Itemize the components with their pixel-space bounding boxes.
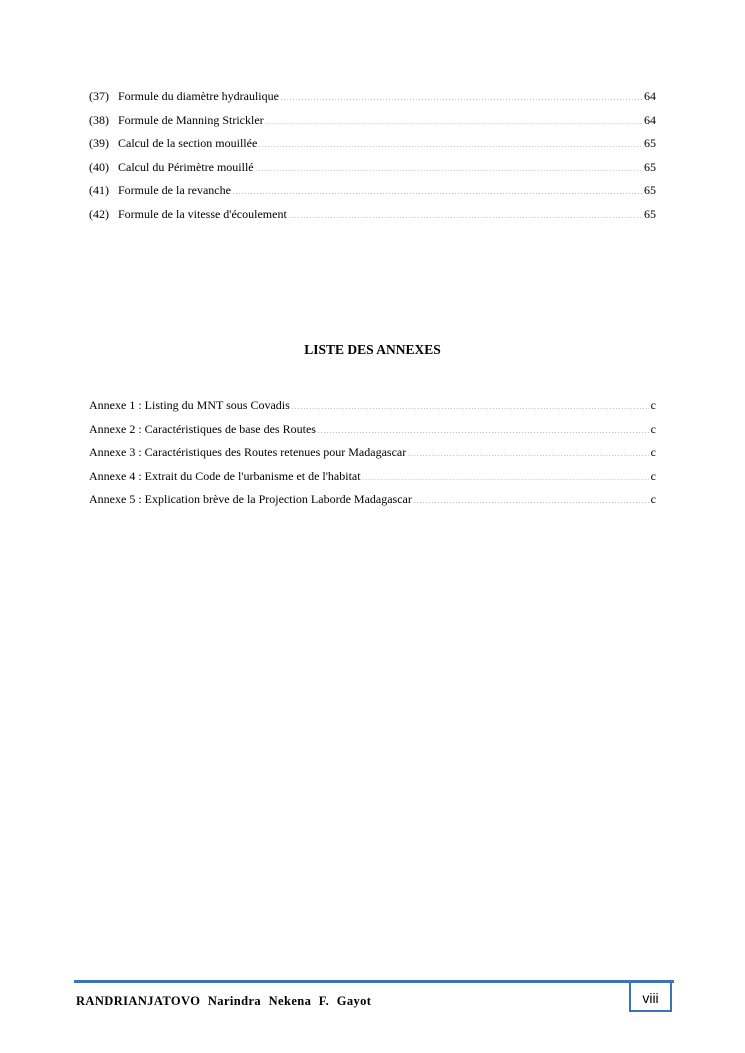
dot-leader (407, 442, 649, 456)
entry-number: (39) (89, 136, 109, 150)
entry-page: 65 (644, 136, 656, 150)
equation-list (89, 85, 656, 226)
entry-number: (37) (89, 89, 109, 103)
entry-page: 64 (644, 89, 656, 103)
annex-title: Annexe 2 : Caractéristiques de base des Routes (89, 421, 316, 436)
annex-entry[interactable] (89, 418, 656, 442)
toc-entry[interactable] (89, 109, 656, 133)
entry-title: Formule de la revanche (118, 183, 231, 197)
footer-rule (74, 980, 674, 983)
dot-leader (291, 395, 650, 409)
dot-leader (258, 133, 643, 147)
annex-title: Annexe 3 : Caractéristiques des Routes retenues pour Madagascar (89, 445, 407, 459)
entry-number: (42) (89, 206, 109, 221)
entry-page: 65 (644, 183, 656, 197)
dot-leader (232, 180, 643, 194)
annex-entry[interactable] (89, 488, 656, 512)
annex-page: c (650, 398, 656, 412)
toc-entry[interactable] (89, 132, 656, 156)
dot-leader (317, 419, 650, 433)
annex-title: Annexe 5 : Explication brève de la Projection Laborde Madagascar (89, 492, 412, 506)
dot-leader (362, 466, 650, 480)
entry-number: (40) (89, 159, 109, 174)
annexes-heading: LISTE DES ANNEXES (304, 342, 441, 357)
toc-entry[interactable] (89, 179, 656, 203)
annex-title: Annexe 1 : Listing du MNT sous Covadis (89, 398, 290, 412)
dot-leader (280, 86, 643, 100)
dot-leader (265, 110, 643, 124)
annex-page: c (650, 492, 656, 506)
footer-author: RANDRIANJATOVO Narindra Nekena F. Gayot (76, 994, 372, 1008)
annex-entry[interactable] (89, 394, 656, 418)
dot-leader (288, 204, 643, 218)
annex-page: c (650, 445, 656, 459)
annex-page: c (650, 468, 656, 483)
entry-number: (38) (89, 112, 109, 127)
annex-list (89, 394, 656, 512)
toc-entry[interactable] (89, 85, 656, 109)
entry-title: Formule de la vitesse d'écoulement (118, 206, 287, 221)
dot-leader (255, 157, 643, 171)
annex-title: Annexe 4 : Extrait du Code de l'urbanisme et de l'habitat (89, 468, 361, 483)
entry-title: Formule de Manning Strickler (118, 112, 264, 127)
entry-title: Calcul de la section mouillée (118, 136, 258, 150)
entry-title: Formule du diamètre hydraulique (118, 89, 279, 103)
entry-page: 65 (644, 206, 656, 221)
toc-entry[interactable] (89, 156, 656, 180)
entry-number: (41) (89, 183, 109, 197)
annex-entry[interactable] (89, 441, 656, 465)
entry-page: 64 (644, 112, 656, 127)
entry-page: 65 (644, 159, 656, 174)
annex-page: c (650, 421, 656, 436)
annex-entry[interactable] (89, 465, 656, 489)
toc-entry[interactable] (89, 203, 656, 227)
entry-title: Calcul du Périmètre mouillé (118, 159, 254, 174)
page-number: viii (629, 981, 672, 1012)
dot-leader (413, 489, 650, 503)
